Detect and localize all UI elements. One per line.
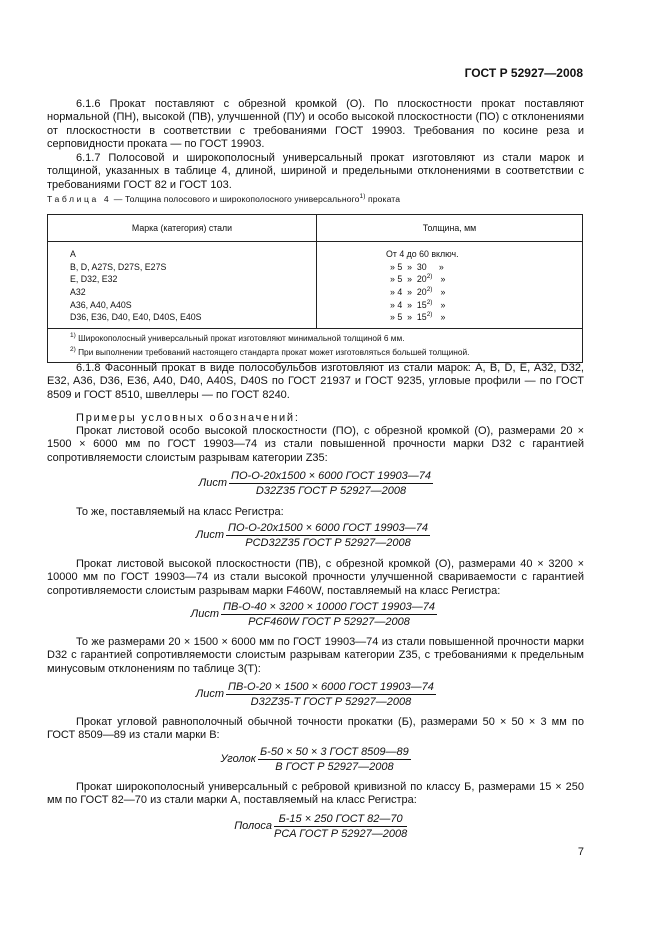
table-cell-thickness: » 5 » 30 »: [390, 261, 444, 272]
table-cell-thickness: » 4 » 15$^{2)}$ »: [390, 298, 446, 310]
paragraph-6-1-8: 6.1.8 Фасонный прокат в виде полособульбов изготовляют из стали марок: A, B, D, E, A32, D32, E32, A36, D36, E36, A40, D40, A40S, D40S по ГОСТ 21937 и ГОСТ 9235, угловые профили — по ГОСТ 8509 и ГОСТ 8510, швеллеры — по ГОСТ 8240.: [47, 362, 584, 401]
table-cell-thickness: От 4 до 60 включ.: [386, 249, 459, 259]
designation-4: [195, 681, 436, 708]
table-footnotes: [48, 329, 583, 363]
designation-denominator: D32Z35 ГОСТ Р 52927—2008: [255, 485, 407, 497]
designation-3: [190, 601, 437, 628]
designation-numerator: Б-15 × 250 ГОСТ 82—70: [274, 813, 407, 827]
designation-denominator: В ГОСТ Р 52927—2008: [275, 761, 394, 773]
example-1-text: Прокат листовой особо высокой плоскостности (ПО), с обрезной кромкой (О), размерами 20 × 1500 × 6000 мм по ГОСТ 19903—74 из стали повышенной прочности марки D32 с гарантией сопротивляемости слоистым разрывам категории Z35:: [47, 425, 584, 464]
designation-5: [220, 746, 411, 773]
table-header-thickness: Толщина, мм: [317, 215, 583, 242]
table-cell-thickness: » 5 » 20$^{2)}$ »: [390, 273, 446, 285]
designation-denominator: D32Z35-Т ГОСТ Р 52927—2008: [250, 696, 412, 708]
designation-1: [198, 470, 433, 497]
footnote-2: $^{2)}$ При выполнении требований настоящего стандарта прокат может изготовляться большей толщиной.: [70, 345, 470, 357]
table-cell-thickness: » 5 » 15$^{2)}$ »: [390, 311, 446, 323]
designation-numerator: ПВ-О-40 × 3200 × 10000 ГОСТ 19903—74: [223, 601, 435, 613]
table-cell-grade: A36, A40, A40S: [70, 299, 132, 310]
example-4-text: То же размерами 20 × 1500 × 6000 мм по ГОСТ 19903—74 из стали повышенной прочности марки D32 с гарантией сопротивляемости слоистым разрывам категории Z35, с требованиями к предельным минусовым отклонениям по таблице 3(Т):: [47, 636, 584, 675]
example-5-text: Прокат угловой равнополочный обычной точности прокатки (Б), размерами 50 × 50 × 3 мм по ГОСТ 8509—89 из стали марки В:: [47, 716, 584, 742]
example-2-text: То же, поставляемый на класс Регистра:: [76, 506, 284, 518]
table-cell-grade: D36, E36, D40, E40, D40S, E40S: [70, 312, 202, 323]
grade-column: [48, 242, 317, 329]
table-cell-grade: B, D, A27S, D27S, E27S: [70, 261, 167, 272]
designation-label: Полоса: [234, 820, 272, 832]
table-header-grade: Марка (категория) стали: [48, 215, 317, 242]
table-cell-thickness: » 4 » 20$^{2)}$ »: [390, 286, 446, 298]
designation-label: Уголок: [220, 753, 256, 765]
designation-label: Лист: [195, 688, 224, 700]
designation-2: [195, 522, 430, 549]
paragraph-6-1-7: 6.1.7 Полосовой и широкополосный универсальный прокат изготовляют из стали марок и толщиной, указанных в таблице 4, длиной, шириной и предельными отклонениями в соответствии с требованиями ГОСТ 82 и ГОСТ 103.: [47, 152, 584, 191]
designation-denominator: PCD32Z35 ГОСТ Р 52927—2008: [245, 537, 411, 549]
table-cell-grade: A: [70, 249, 76, 259]
designation-numerator: ПО-О-20х1500 × 6000 ГОСТ 19903—74: [231, 470, 432, 482]
designation-label: Лист: [198, 477, 227, 489]
designation-numerator: Б-50 × 50 × 3 ГОСТ 8509—89: [260, 746, 409, 758]
designation-label: Лист: [190, 608, 219, 620]
designation-numerator: ПО-О-20х1500 × 6000 ГОСТ 19903—74: [228, 522, 429, 534]
document-header: ГОСТ Р 52927—2008: [464, 66, 583, 80]
designation-6: [234, 813, 408, 840]
paragraph-6-1-6: 6.1.6 Прокат поставляют с обрезной кромкой (О). По плоскостности прокат поставляют нормальной (ПН), высокой (ПВ), улучшенной (ПУ) и особо высокой плоскостности (ПО) с отклонениями от плоскостности в соответствии с требованиями ГОСТ 19903. Требования по косине реза и серповидности проката — по ГОСТ 19903.: [47, 98, 584, 151]
footnote-1: $^{1)}$ Широкополосный универсальный прокат изготовляют минимальной толщиной 6 мм.: [70, 332, 405, 344]
table-cell-grade: A32: [70, 287, 86, 298]
table-caption: Таблица 4 — Толщина полосового и широкополосного универсального$^{1)}$ проката: [47, 193, 401, 204]
examples-heading: Примеры условных обозначений:: [76, 412, 300, 424]
thickness-table: [47, 214, 583, 363]
designation-denominator: PCA ГОСТ Р 52927—2008: [274, 828, 408, 840]
designation-label: Лист: [195, 529, 224, 541]
designation-denominator: PCF460W ГОСТ Р 52927—2008: [248, 616, 410, 628]
example-6-text: Прокат широкополосный универсальный с ребровой кривизной по классу Б, размерами 15 × 250 мм по ГОСТ 82—70 из стали марки А, поставляемый на класс Регистра:: [47, 781, 584, 807]
example-3-text: Прокат листовой высокой плоскостности (ПВ), с обрезной кромкой (О), размерами 40 × 3200 × 10000 мм по ГОСТ 19903—74 из стали высокой прочности улучшенной свариваемости с гарантией сопротивляемости слоистым разрывам марки F460W, поставляемый на класс Регистра:: [47, 558, 584, 597]
thickness-column: [317, 242, 583, 329]
designation-numerator: ПВ-О-20 × 1500 × 6000 ГОСТ 19903—74: [228, 681, 434, 693]
table-cell-grade: E, D32, E32: [70, 274, 118, 285]
page-number: 7: [577, 846, 584, 858]
